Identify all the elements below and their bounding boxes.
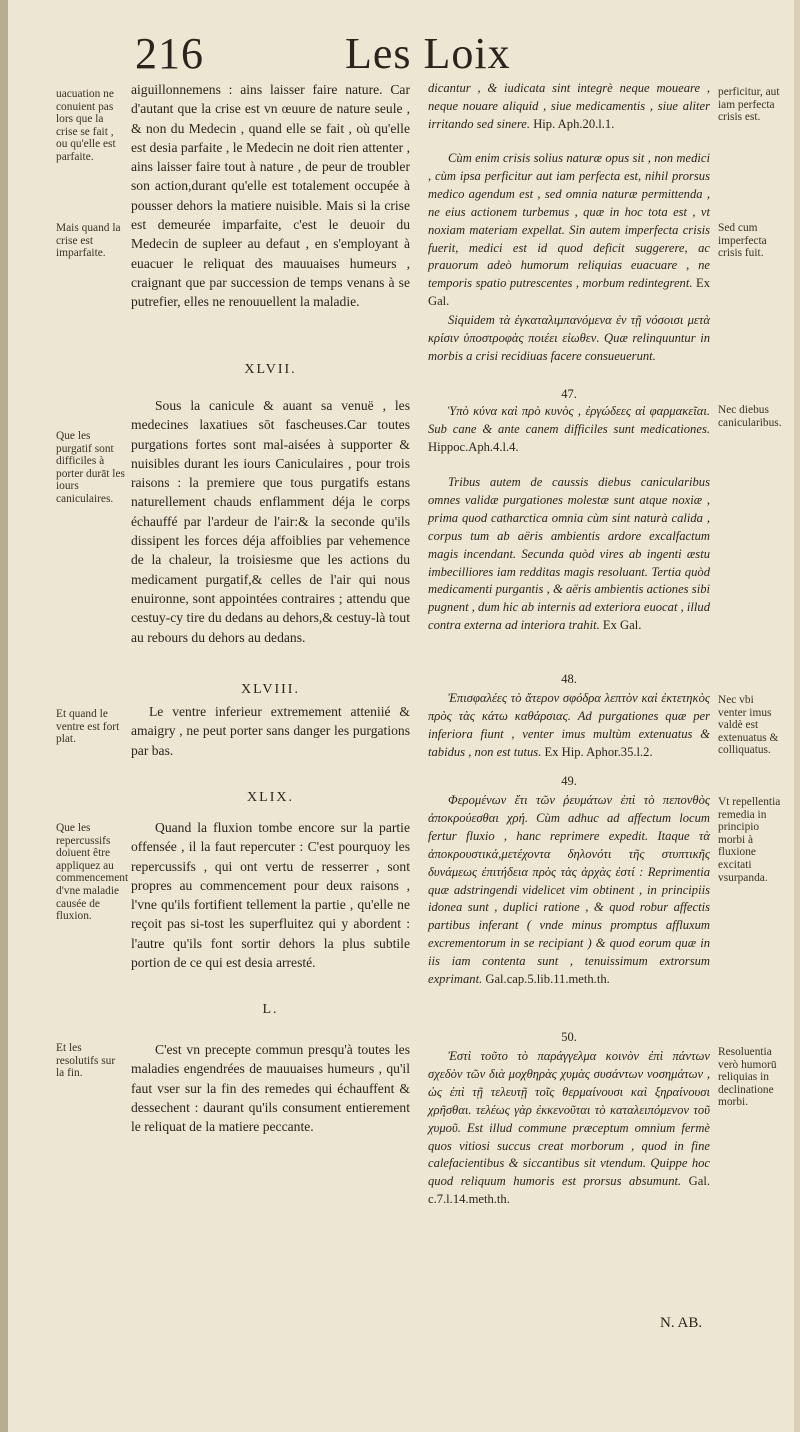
section-number: 47. xyxy=(561,387,577,401)
right-gloss: Nec diebus canicularibus. xyxy=(718,404,782,429)
section-heading: XLVII. xyxy=(244,362,297,377)
section-number: 48. xyxy=(561,672,577,686)
latin-paragraph: Tribus autem de caussis diebus canicularibus omnes validæ purgationes molestæ sunt atque noxiæ , prima quod catharctica omnia cùm sint naturà calida , corpus tum ab aëris ambientis ardore excalfactum magis incendant. Secunda quòd vires ab ingenti æstu imbecilliores iam redditas magis resoluant. Tertia quòd medicamenti purgantis , & aëris ambientis actiones sibi pugnent , dum hic ab internis ad exteriora euocat , illud contra externa ad interiora trahit. Ex Gal. xyxy=(428,475,710,633)
latin-paragraph: Cùm enim crisis solius naturæ opus sit , non medici , cùm ipsa perficitur aut iam perfecta est, nihil prorsus medico agendum est , sed omnia naturæ permittenda , ne eius actionem turbemus , quæ in hoc tota est , vt noxiam materiam expellat. Sin autem imperfecta crisis fuerit, medici est id quod deficit suggerere, ac prauorum adeò humorum reliquias euacuare , ne temporis spatio putrescentes , morbum redintegrent. Ex Gal. xyxy=(428,151,710,309)
right-gloss: Nec vbi venter imus valdè est extenuatus & colliquatus. xyxy=(718,694,779,757)
binding-gutter xyxy=(0,0,8,1432)
french-paragraph: Le ventre inferieur extremement atteniié & amaigry , ne peut porter sans danger les purgations par bas. xyxy=(131,704,410,758)
greek-latin-paragraph: Ὑπὸ κύνα καὶ πρὸ κυνὸς , ἐργώδεες αἱ φαρμακεῖαι. Sub cane & ante canem difficiles sunt medicationes. Hippoc.Aph.4.l.4. xyxy=(428,404,710,454)
section-heading: L. xyxy=(262,1002,279,1017)
page-edge xyxy=(794,0,800,1432)
french-paragraph: Quand la fluxion tombe encore sur la partie offensée , il la faut repercuter : C'est pourquoy les repercussifs , qui ont vertu de resserrer , sont propres au commencement pour deux raisons , l'vne qu'ils fortifient tellement la partie , qu'elle ne reçoit pas si-tost les superfluitez qui y abordent : l'autre qu'ils font sortir dehors la plus subtile portion de ce qui est desia arresté. xyxy=(131,820,410,971)
signature-mark: N. AB. xyxy=(660,1315,703,1331)
greek-latin-paragraph: Siquidem τὰ ἐγκαταλιμπανόμενα ἐν τῇ νόσοισι μετὰ κρίσιν ὑποστροφὰς ποιέει εἰωθεν. Quæ relinquuntur in morbis a crisi recidiuas facere consueuerunt. xyxy=(428,313,710,363)
left-gloss: uacuation ne conuient pas lors que la crise se fait , ou qu'elle est parfaite. xyxy=(56,88,116,163)
right-gloss: Vt repellentia remedia in principio morbi à fluxione excitati vsurpanda. xyxy=(718,796,781,884)
section-heading: XLIX. xyxy=(247,790,294,805)
left-gloss: Mais quand la crise est imparfaite. xyxy=(56,222,121,260)
french-paragraph: Sous la canicule & auant sa venuë , les medecines laxatiues sōt fascheuses.Car toutes purgations fortes sont mal-aisées à supporter & nuisibles durant les iours Caniculaires , pour trois raisons : la premiere que tous purgatifs estans naturellement chauds enflamment déja le corps échauffé par l'ardeur de l'air:& la seconde qu'ils dissipent les forces déja affoiblies par vehemence de la chaleur, la troisiesme que les actions du medicament purgatif,& celles de l'air qui nous enuironne, sont appointées contraires ; attendu que cestuy-cy tire du dedans au dehors,& cestuy-là tout au rebours du dehors au dedans. xyxy=(131,398,410,645)
section-number: 50. xyxy=(561,1030,577,1044)
running-title: Les Loix xyxy=(345,29,511,78)
page-number: 216 xyxy=(135,29,204,78)
left-gloss: Que les repercussifs doiuent être appliquez au commencement d'vne maladie causée de fluxion. xyxy=(56,822,129,923)
left-gloss: Et les resolutifs sur la fin. xyxy=(56,1042,116,1080)
section-heading: XLVIII. xyxy=(241,682,300,697)
greek-latin-paragraph: Φερομένων ἔτι τῶν ῥευμάτων ἐπὶ τὸ πεπονθὸς ἀποκρούεσθαι χρή. Cùm adhuc ad affectum locum fertur fluxio , hanc reprimere expedit. Itaque τὰ ἀποκρουστικά,μετέχοντα δηλονότι τῆς στυπτικῆς δυνάμεως ἐπιτήδεια πρὸς τὰς ἀρχὰς ἐστί : Reprimentia quæ adstringendi videlicet vim obtinent , in principiis idonea sunt , duplici ratione , & quod robur affectis partibus inferant ( vnde minus promptus affluxum excrementorum in se recipiant ) & quod eorum quæ in iis iam contenta sunt , tenuissimum extrorsum exprimant. Gal.cap.5.lib.11.meth.th. xyxy=(428,793,710,987)
right-gloss: Resoluentia verò humorū reliquias in declinatione morbi. xyxy=(718,1046,777,1109)
greek-latin-paragraph: Ἐπισφαλέες τὸ ἄτερον σφόδρα λεπτὸν καὶ ἐκτετηκὸς πρὸς τὰς κάτω καθάρσιας. Ad purgationes quæ per inferiora fiunt , venter imus multùm extenuatus & tabidus , non est tutus. Ex Hip. Aphor.35.l.2. xyxy=(428,691,710,759)
section-number: 49. xyxy=(561,774,577,788)
right-gloss: Sed cum imperfecta crisis fuit. xyxy=(718,222,767,260)
french-paragraph: C'est vn precepte commun presqu'à toutes les maladies engendrées de mauuaises humeurs , qu'il faut vser sur la fin des remedes qui échauffent & dessechent : daurant qu'ils consument entierement le reliquat de la matiere peccante. xyxy=(131,1042,410,1135)
french-paragraph: aiguillonnemens : ains laisser faire nature. Car d'autant que la crise est vn œuure de nature seule , & non du Medecin , quand elle se fait , où qu'elle est desia parfaite , le Medecin ne doit rien attenter , ains laisser faire tout à nature , de peur de troubler son action,durant qu'elle est totalement occupée à pousser dehors la matiere nuisible. Mais si la crise est demeurée imparfaite, c'est le deuoir du Medecin de supleer au defaut , en s'employant à euacuer le reliquat des mauuaises humeurs , craignant que par succession de temps venans à se putrefier, elles ne renouuellent la maladie. xyxy=(131,82,410,310)
left-gloss: Et quand le ventre est fort plat. xyxy=(56,708,120,746)
left-gloss: Que les purgatif sont difficiles à porter durāt les iours caniculaires. xyxy=(56,430,125,505)
right-gloss: perficitur, aut iam perfecta crisis est. xyxy=(718,86,780,124)
greek-latin-paragraph: Ἐστὶ τοῦτο τὸ παράγγελμα κοινὸν ἐπὶ πάντων σχεδὸν τῶν διὰ μοχθηρὰς χυμὰς συσάντων νοσημάτων , ὡς ἐπὶ τῇ τελευτῇ τοῖς θερμαίνουσι καὶ ξηραίνουσι χρῆσθαι. τελέως γὰρ ἐκκενοῦται τὸ καταλειπόμενον τοῦ χυμοῦ. Est illud commune præceptum omnium fermè quos vitiosi succus creat morborum , quod in fine calefacientibus & siccantibus sit vtendum. Quippe hoc quod reliquum humoris est prorsus absumunt. Gal. c.7.l.14.meth.th. xyxy=(428,1049,710,1207)
latin-paragraph: dicantur , & iudicata sint integrè neque moueare , neque nouare aliquid , siue medicamentis , siue aliter irritando sed sinere. Hip. Aph.20.l.1. xyxy=(428,81,710,131)
